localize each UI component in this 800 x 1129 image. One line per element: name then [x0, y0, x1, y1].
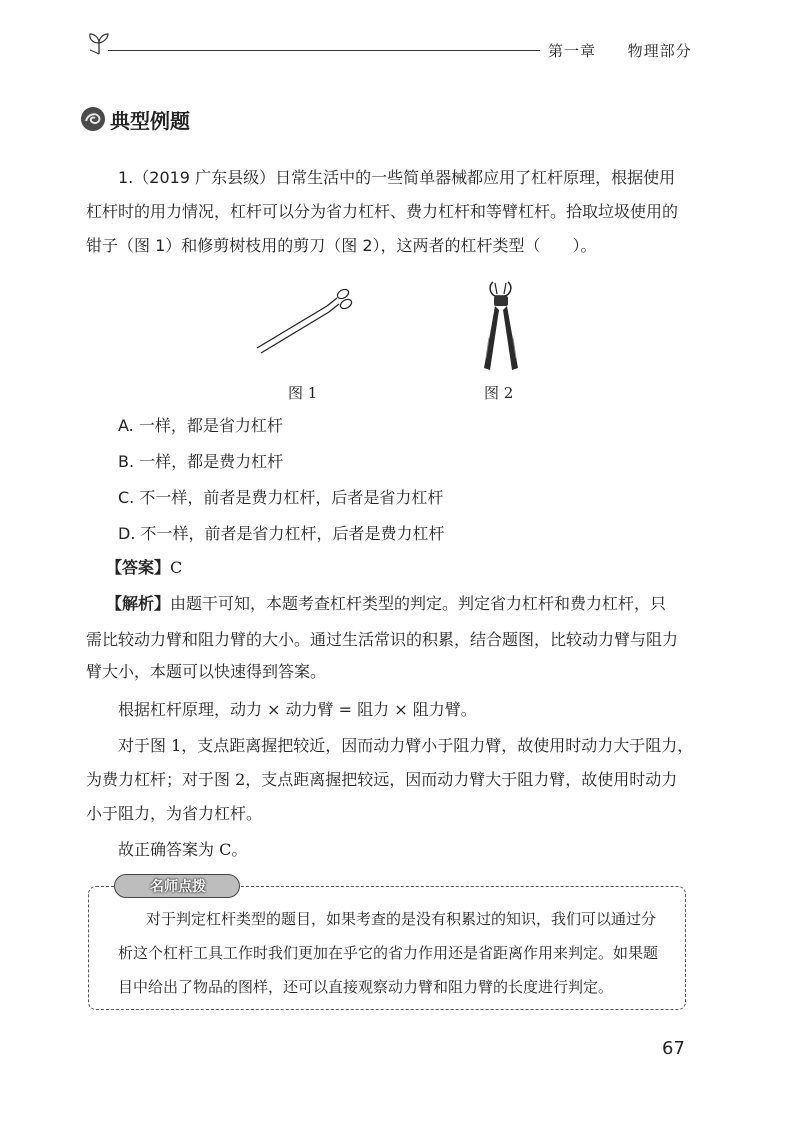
section-label: 物理部分: [627, 42, 692, 60]
analysis-line-2: 需比较动力臂和阻力臂的大小。通过生活常识的积累，结合题图，比较动力臂与阻力: [86, 630, 679, 649]
analysis-label: 【解析】: [106, 594, 171, 613]
sprout-icon: [86, 30, 112, 56]
figure-1-caption: 图 1: [288, 384, 318, 402]
swirl-badge-icon: [80, 106, 106, 132]
analysis-line-3: 臂大小，本题可以快速得到答案。: [86, 662, 327, 681]
tip-line-3: 目中给出了物品的图样，还可以直接观察动力臂和阻力臂的长度进行判定。: [118, 978, 614, 996]
pruning-shears-icon: [478, 280, 524, 372]
question-line-1: 1.（2019 广东县级）日常生活中的一些简单器械都应用了杠杆原理，根据使用: [118, 168, 676, 187]
tongs-icon: [255, 282, 355, 354]
option-b: B. 一样，都是费力杠杆: [118, 452, 284, 471]
answer-value: C: [170, 558, 183, 577]
question-line-3: 钳子（图 1）和修剪树枝用的剪刀（图 2），这两者的杠杆类型（ ）。: [86, 236, 597, 255]
option-c: C. 不一样，前者是费力杠杆，后者是省力杠杆: [118, 488, 444, 507]
running-header: [548, 40, 692, 61]
option-a: A. 一样，都是省力杠杆: [118, 416, 283, 435]
header-rule: [108, 50, 540, 51]
analysis-line-4: 根据杠杆原理，动力 × 动力臂 = 阻力 × 阻力臂。: [118, 700, 477, 719]
tip-badge-label: 名师点拨: [150, 879, 206, 895]
tip-line-2: 析这个杠杆工具工作时我们更加在乎它的省力作用还是省距离作用来判定。如果题: [118, 944, 659, 962]
section-title: 典型例题: [110, 109, 190, 133]
analysis-line-1: [106, 588, 666, 620]
tip-line-1: 对于判定杠杆类型的题目，如果考查的是没有积累过的知识，我们可以通过分: [146, 910, 657, 928]
answer-label: 【答案】: [106, 558, 171, 577]
page-number: 67: [662, 1038, 685, 1059]
figure-2-caption: 图 2: [484, 384, 514, 402]
analysis-text-1: 由题干可知，本题考查杠杆类型的判定。判定省力杠杆和费力杠杆，只: [170, 594, 667, 613]
analysis-line-8: 故正确答案为 C。: [118, 840, 248, 859]
option-d: D. 不一样，前者是省力杠杆，后者是费力杠杆: [118, 524, 445, 543]
analysis-line-7: 小于阻力，为省力杠杆。: [86, 804, 263, 823]
analysis-line-5: 对于图 1，支点距离握把较近，因而动力臂小于阻力臂，故使用时动力大于阻力，: [118, 736, 694, 755]
chapter-label: 第一章: [548, 42, 597, 60]
question-line-2: 杠杆时的用力情况，杠杆可以分为省力杠杆、费力杠杆和等臂杠杆。拾取垃圾使用的: [86, 202, 679, 221]
answer-line: [106, 552, 182, 584]
analysis-line-6: 为费力杠杆；对于图 2，支点距离握把较远，因而动力臂大于阻力臂，故使用时动力: [86, 770, 678, 789]
